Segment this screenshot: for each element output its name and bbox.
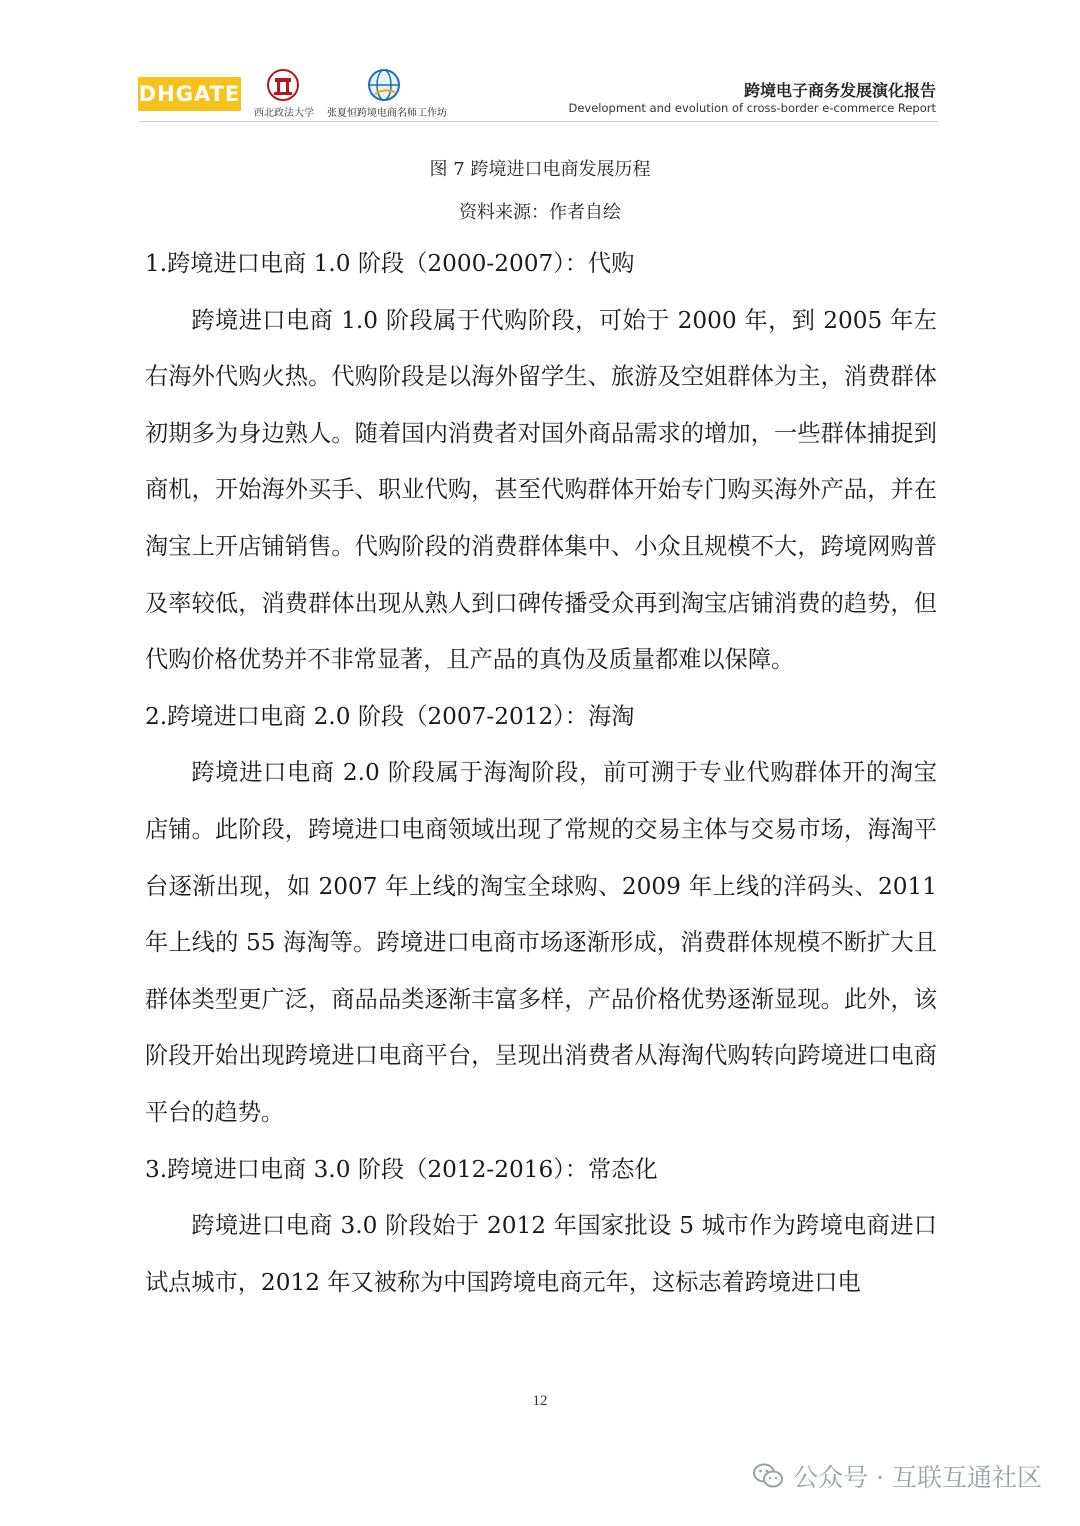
figure-caption: 图 7 跨境进口电商发展历程 [429,159,651,180]
studio-name: 张夏恒跨境电商名师工作坊 [327,108,447,119]
section-heading: 3.跨境进口电商 3.0 阶段（2012-2016）：常态化 [145,1155,658,1183]
wechat-watermark [753,1458,1042,1494]
section-heading: 1.跨境进口电商 1.0 阶段（2000-2007）：代购 [145,250,635,277]
document-body [145,236,937,1311]
header-divider [138,121,938,122]
studio-logo [322,68,452,120]
university-name: 西北政法大学 [254,108,314,119]
section-paragraph: 跨境进口电商 2.0 阶段属于海淘阶段，前可溯于专业代购群体开的淘宝店铺。此阶段，跨境进口电商领域出现了常规的交易主体与交易市场，海淘平台逐渐出现，如 2007 年上线的淘宝全球购、2009 年上线的洋码头、2011 年上线的 55 海淘等。跨境进口电商市场逐渐形成，消费群体规模不断扩大且群体类型更广泛，商品品类逐渐丰富多样，产品价格优势逐渐显现。此外，该阶段开始出现跨境进口电商平台，呈现出消费者从海淘代购转向跨境进口电商平台的趋势。 [145,759,937,1126]
wechat-icon [753,1463,783,1489]
university-emblem-icon [266,68,300,102]
report-title: 跨境电子商务发展演化报告 [743,81,936,100]
report-subtitle: Development and evolution of cross-border e-commerce Report [568,101,936,115]
watermark-text: 公众号 · 互联互通社区 [793,1463,1042,1492]
page-header [0,0,1080,130]
dhgate-logo: DHGATE [138,77,241,111]
section-heading: 2.跨境进口电商 2.0 阶段（2007-2012）：海淘 [145,702,635,730]
page-number: 12 [532,1393,548,1409]
globe-icon [367,68,401,102]
section-paragraph: 跨境进口电商 1.0 阶段属于代购阶段，可始于 2000 年，到 2005 年左右海外代购火热。代购阶段是以海外留学生、旅游及空姐群体为主，消费群体初期多为身边熟人。随着国内消费者对国外商品需求的增加，一些群体捕捉到商机，开始海外买手、职业代购，甚至代购群体开始专门购买海外产品，并在淘宝上开店铺销售。代购阶段的消费群体集中、小众且规模不大，跨境网购普及率较低，消费群体出现从熟人到口碑传播受众再到淘宝店铺消费的趋势，但代购价格优势并不非常显著，且产品的真伪及质量都难以保障。 [145,306,937,674]
university-logo [248,68,318,120]
section-paragraph: 跨境进口电商 3.0 阶段始于 2012 年国家批设 5 城市作为跨境电商进口试点城市，2012 年又被称为中国跨境电商元年，这标志着跨境进口电 [145,1212,937,1296]
figure-source: 资料来源：作者自绘 [459,202,621,223]
